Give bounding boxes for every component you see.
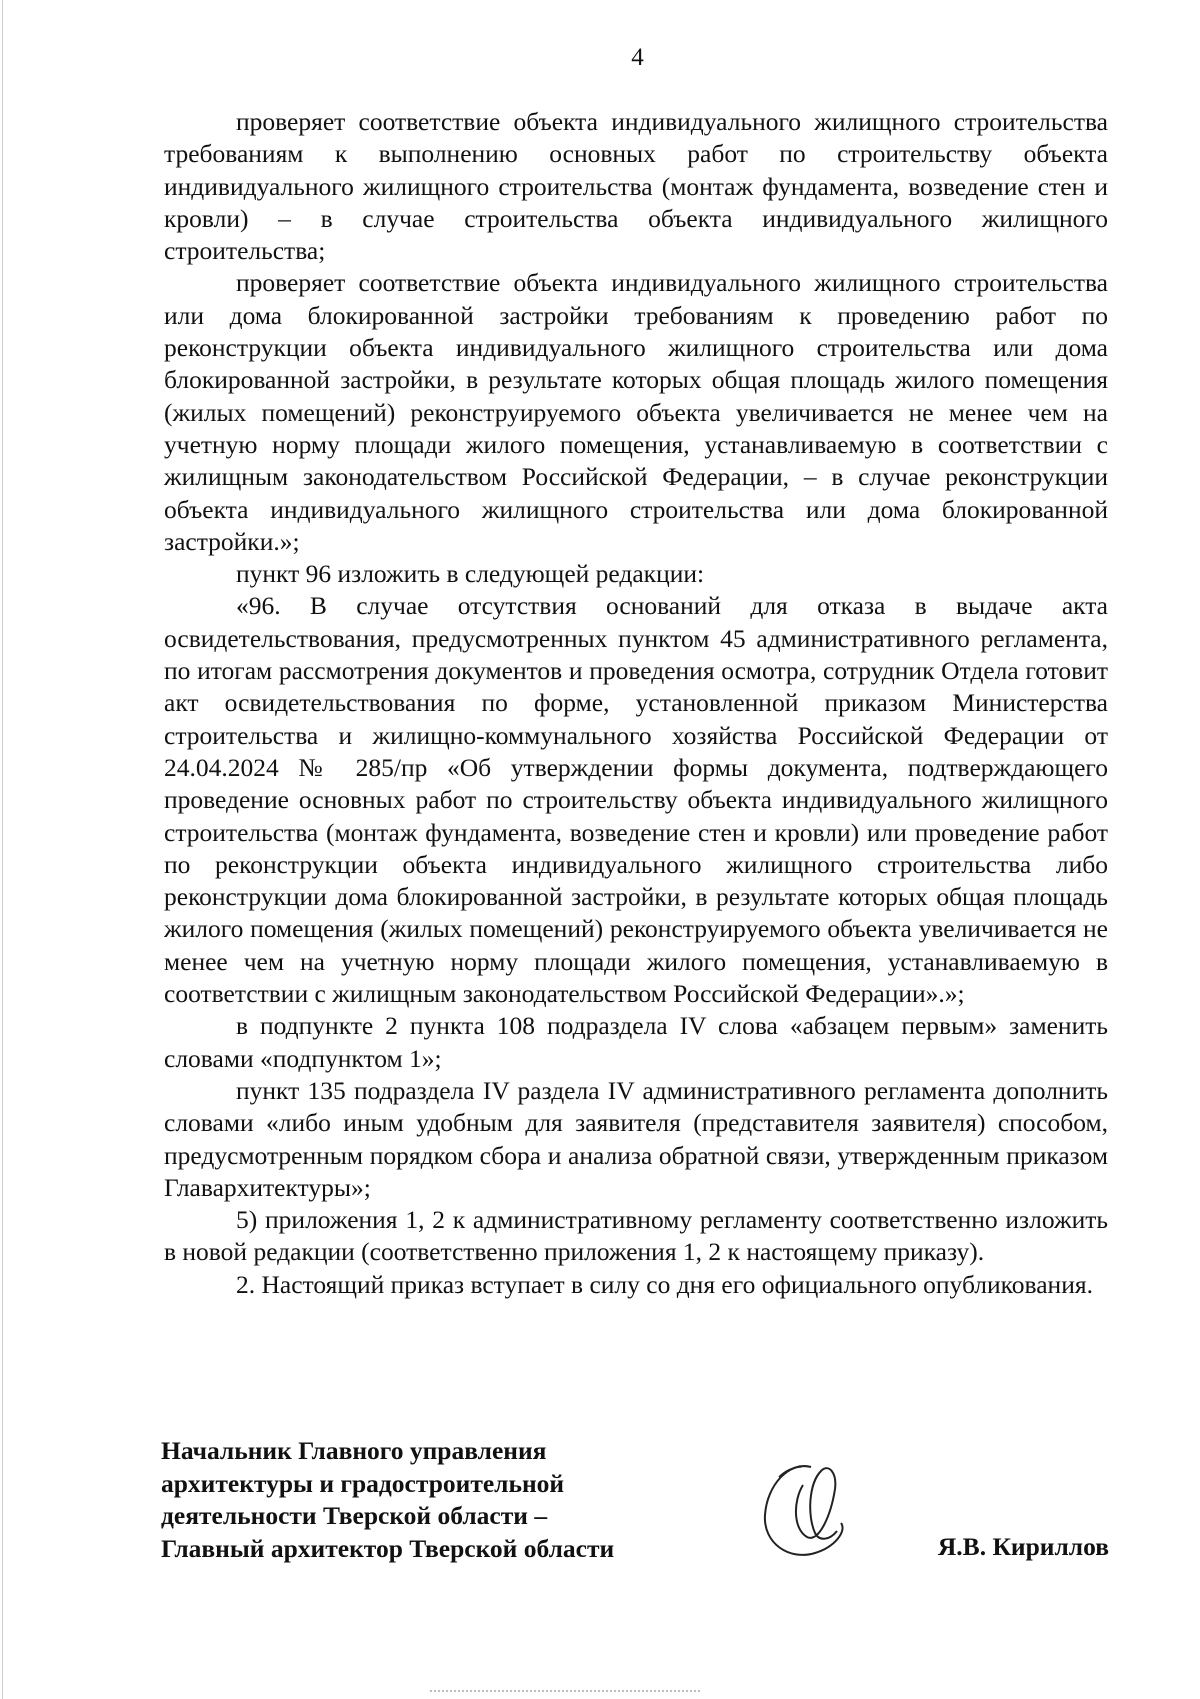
- paragraph: в подпункте 2 пункта 108 подраздела IV слова «абзацем первым» заменить словами «подпунктом 1»;: [164, 1011, 1108, 1073]
- paragraph: «96. В случае отсутствия оснований для отказа в выдаче акта освидетельствования, предусмотренных пунктом 45 административного регламента, по итогам рассмотрения документов и проведения осмотра, сотрудник Отдела готовит акт освидетельствования по форме, установленной приказом Министерства строительства и жилищно-коммунального хозяйства Российской Федерации от 24.04.2024 № 285/пр «Об утверждении формы документа, подтверждающего проведение основных работ по строительству объекта индивидуального жилищного строительства (монтаж фундамента, возведение стен и кровли) или проведение работ по реконструкции объекта индивидуального жилищного строительства либо реконструкции дома блокированной застройки, в результате которых общая площадь жилого помещения (жилых помещений) реконструируемого объекта увеличивается не менее чем на учетную норму площади жилого помещения, устанавливаемую в соответствии с жилищным законодательством Российской Федерации».»;: [164, 591, 1108, 1009]
- page-number: 4: [631, 44, 644, 71]
- paragraph: 2. Настоящий приказ вступает в силу со дня его официального опубликования.: [236, 1269, 1093, 1299]
- document-body: [164, 106, 1108, 1301]
- paragraph: пункт 96 изложить в следующей редакции:: [236, 559, 705, 589]
- scan-edge-line: [2, 0, 3, 1699]
- handwritten-signature: [749, 1445, 859, 1565]
- signature-block: [161, 1435, 1111, 1575]
- signatory-title-line: архитектуры и градостроительной: [161, 1468, 565, 1498]
- signatory-title: [161, 1435, 614, 1565]
- scan-bottom-marks: [430, 1690, 700, 1694]
- signatory-title-line: Главный архитектор Тверской области: [161, 1533, 615, 1563]
- signatory-title-line: деятельности Тверской области –: [161, 1501, 548, 1530]
- paragraph: проверяет соответствие объекта индивидуального жилищного строительства требованиям к выполнению основных работ по строительству объекта индивидуального жилищного строительства (монтаж фундамента, возведение стен и кровли) – в случае строительства объекта индивидуального жилищного строительства;: [164, 107, 1108, 266]
- signatory-title-line: Начальник Главного управления: [161, 1436, 547, 1465]
- signatory-name: Я.В. Кириллов: [937, 1532, 1109, 1561]
- paragraph: пункт 135 подраздела IV раздела IV административного регламента дополнить словами «либо иным удобным для заявителя (представителя заявителя) способом, предусмотренным порядком сбора и анализа обратной связи, утвержденным приказом Главархитектуры»;: [164, 1075, 1108, 1202]
- paragraph: проверяет соответствие объекта индивидуального жилищного строительства или дома блокированной застройки требованиям к проведению работ по реконструкции объекта индивидуального жилищного строительства или дома блокированной застройки, в результате которых общая площадь жилого помещения (жилых помещений) реконструируемого объекта увеличивается не менее чем на учетную норму площади жилого помещения, устанавливаемую в соответствии с жилищным законодательством Российской Федерации, – в случае реконструкции объекта индивидуального жилищного строительства или дома блокированной застройки.»;: [164, 268, 1108, 556]
- paragraph: 5) приложения 1, 2 к административному регламенту соответственно изложить в новой редакции (соответственно приложения 1, 2 к настоящему приказу).: [164, 1205, 1108, 1267]
